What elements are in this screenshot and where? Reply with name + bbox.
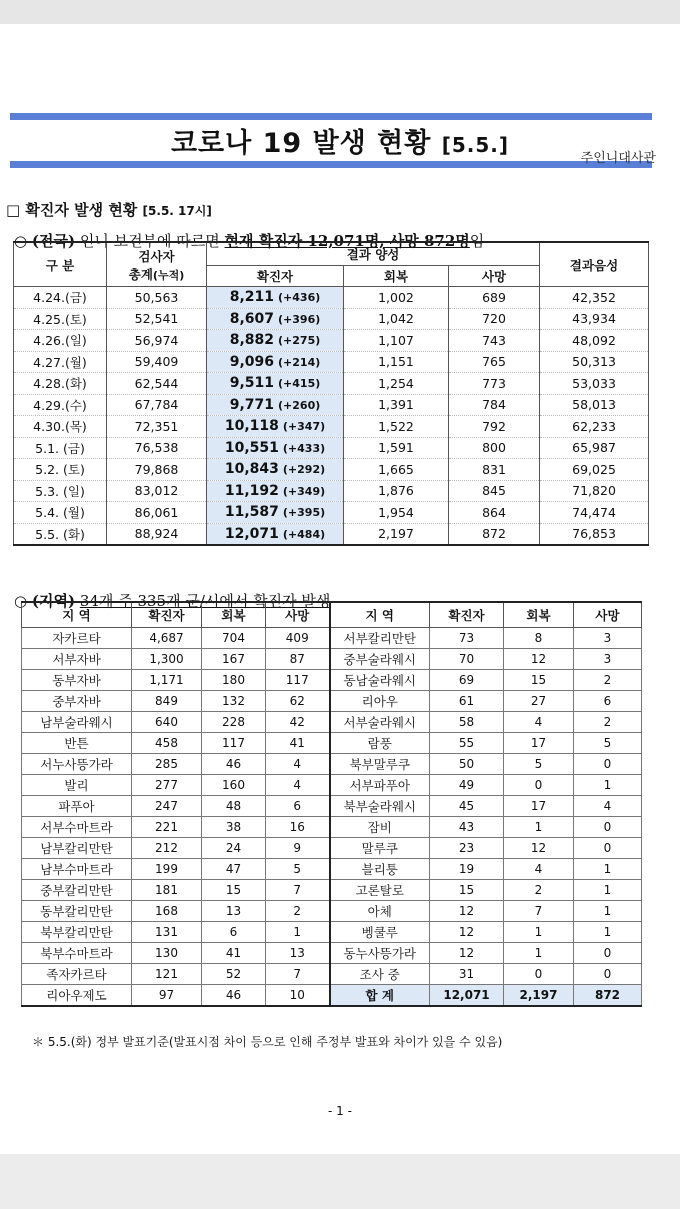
region-deaths: 409 [266, 628, 330, 649]
header-positive-group: 결과 양성 [207, 242, 540, 266]
region-name: 조사 중 [330, 964, 430, 985]
region-confirmed: 49 [430, 775, 504, 796]
region-name: 동부칼리만탄 [22, 901, 132, 922]
region-name: 북부수마트라 [22, 943, 132, 964]
table-row: 4.28.(화) 62,544 9,511 (+415) 1,254 773 53,033 [14, 373, 649, 395]
page-title: 코로나 19 발생 현황 [5.5.] [170, 128, 510, 159]
region-recovered: 52 [202, 964, 266, 985]
region-deaths: 4 [266, 754, 330, 775]
region-recovered: 117 [202, 733, 266, 754]
region-deaths: 0 [574, 964, 642, 985]
region-confirmed: 19 [430, 859, 504, 880]
region-confirmed: 130 [132, 943, 202, 964]
region-recovered: 7 [504, 901, 574, 922]
region-recovered: 38 [202, 817, 266, 838]
region-confirmed: 12,071 [430, 985, 504, 1007]
region-confirmed: 15 [430, 880, 504, 901]
region-name: 북부술라웨시 [330, 796, 430, 817]
table-row: 5.5. (화) 88,924 12,071 (+484) 2,197 872 76,853 [14, 523, 649, 545]
region-name: 서부파푸아 [330, 775, 430, 796]
region-recovered: 2 [504, 880, 574, 901]
region-confirmed: 168 [132, 901, 202, 922]
region-confirmed: 221 [132, 817, 202, 838]
region-recovered: 5 [504, 754, 574, 775]
regional-table [21, 601, 642, 1007]
region-deaths: 5 [266, 859, 330, 880]
region-recovered: 704 [202, 628, 266, 649]
region-name: 발리 [22, 775, 132, 796]
region-name: 동부자바 [22, 670, 132, 691]
region-confirmed: 50 [430, 754, 504, 775]
table-row: 5.2. (토) 79,868 10,843 (+292) 1,665 831 69,025 [14, 459, 649, 481]
table-row: 4.24.(금) 50,563 8,211 (+436) 1,002 689 42,352 [14, 287, 649, 309]
region-name: 람풍 [330, 733, 430, 754]
table-row [22, 691, 642, 712]
region-recovered: 4 [504, 712, 574, 733]
table-row [22, 943, 642, 964]
region-confirmed: 849 [132, 691, 202, 712]
region-confirmed: 58 [430, 712, 504, 733]
region-confirmed: 277 [132, 775, 202, 796]
region-deaths: 1 [574, 775, 642, 796]
region-name: 서부자바 [22, 649, 132, 670]
author-label: 주인니대사관 [580, 151, 656, 166]
title-rule-bottom [10, 161, 652, 168]
table-row [22, 901, 642, 922]
region-name: 서부술라웨시 [330, 712, 430, 733]
header-region-right: 지 역 [330, 602, 430, 628]
region-name: 남부술라웨시 [22, 712, 132, 733]
region-recovered: 167 [202, 649, 266, 670]
header-deaths-left: 사망 [266, 602, 330, 628]
region-confirmed: 181 [132, 880, 202, 901]
region-deaths: 87 [266, 649, 330, 670]
region-confirmed: 247 [132, 796, 202, 817]
region-name: 동남술라웨시 [330, 670, 430, 691]
region-name: 북부칼리만탄 [22, 922, 132, 943]
region-deaths: 1 [574, 880, 642, 901]
table-row [22, 964, 642, 985]
region-deaths: 6 [574, 691, 642, 712]
table-row [22, 733, 642, 754]
region-deaths: 0 [574, 838, 642, 859]
region-recovered: 47 [202, 859, 266, 880]
region-name: 블리퉁 [330, 859, 430, 880]
region-confirmed: 45 [430, 796, 504, 817]
region-deaths: 0 [574, 943, 642, 964]
footnote: ＊ 5.5.(화) 정부 발표기준(발표시점 차이 등으로 인해 주정부 발표와 차이가 있을 수 있음) [32, 1035, 503, 1049]
header-confirmed-right: 확진자 [430, 602, 504, 628]
region-recovered: 2,197 [504, 985, 574, 1007]
region-name: 중부술라웨시 [330, 649, 430, 670]
region-name: 서누사뜽가라 [22, 754, 132, 775]
region-deaths: 3 [574, 628, 642, 649]
table-row: 4.26.(일) 56,974 8,882 (+275) 1,107 743 48,092 [14, 330, 649, 352]
region-confirmed: 640 [132, 712, 202, 733]
region-name: 중부자바 [22, 691, 132, 712]
header-region-left: 지 역 [22, 602, 132, 628]
table-row: 5.1. (금) 76,538 10,551 (+433) 1,591 800 65,987 [14, 437, 649, 459]
region-deaths: 41 [266, 733, 330, 754]
regional-summary: ○ (지역) 34개 주 335개 군/시에서 확진자 발생 [14, 592, 331, 610]
title-rule-top [10, 113, 652, 120]
region-recovered: 8 [504, 628, 574, 649]
table-row [22, 859, 642, 880]
region-recovered: 1 [504, 943, 574, 964]
table-row [22, 775, 642, 796]
region-confirmed: 285 [132, 754, 202, 775]
region-deaths: 872 [574, 985, 642, 1007]
table-row [22, 628, 642, 649]
region-confirmed: 1,171 [132, 670, 202, 691]
region-recovered: 132 [202, 691, 266, 712]
region-deaths: 62 [266, 691, 330, 712]
table-row [22, 985, 642, 1007]
header-confirmed-left: 확진자 [132, 602, 202, 628]
region-confirmed: 31 [430, 964, 504, 985]
table-row [22, 817, 642, 838]
region-recovered: 17 [504, 733, 574, 754]
region-recovered: 0 [504, 964, 574, 985]
region-name: 합 계 [330, 985, 430, 1007]
region-confirmed: 55 [430, 733, 504, 754]
region-deaths: 7 [266, 880, 330, 901]
region-name: 북부말루쿠 [330, 754, 430, 775]
region-deaths: 13 [266, 943, 330, 964]
region-deaths: 5 [574, 733, 642, 754]
header-confirmed: 확진자 [207, 266, 344, 287]
region-confirmed: 12 [430, 943, 504, 964]
region-name: 말루쿠 [330, 838, 430, 859]
region-name: 중부칼리만탄 [22, 880, 132, 901]
table-row: 4.29.(수) 67,784 9,771 (+260) 1,391 784 58,013 [14, 394, 649, 416]
table-row: 4.25.(토) 52,541 8,607 (+396) 1,042 720 43,934 [14, 308, 649, 330]
table-row [22, 712, 642, 733]
region-recovered: 160 [202, 775, 266, 796]
region-deaths: 2 [266, 901, 330, 922]
region-deaths: 1 [574, 859, 642, 880]
region-deaths: 0 [574, 754, 642, 775]
region-name: 자카르타 [22, 628, 132, 649]
table-row [22, 922, 642, 943]
region-deaths: 9 [266, 838, 330, 859]
region-name: 반튼 [22, 733, 132, 754]
region-name: 벵쿨루 [330, 922, 430, 943]
region-confirmed: 121 [132, 964, 202, 985]
region-deaths: 10 [266, 985, 330, 1007]
region-confirmed: 12 [430, 922, 504, 943]
header-recovered-right: 회복 [504, 602, 574, 628]
table-row: 4.27.(월) 59,409 9,096 (+214) 1,151 765 50,313 [14, 351, 649, 373]
region-name: 서부수마트라 [22, 817, 132, 838]
region-recovered: 15 [504, 670, 574, 691]
region-name: 잠비 [330, 817, 430, 838]
header-tested: 검사자 총계(누적) [107, 242, 207, 287]
page-number: - 1 - [328, 1104, 352, 1118]
header-deaths: 사망 [449, 266, 540, 287]
region-name: 아체 [330, 901, 430, 922]
national-summary: ○ (전국) 인니 보건부에 따르면 현재 확진자 12,071명, 사망 872명임 [14, 232, 485, 250]
region-recovered: 13 [202, 901, 266, 922]
header-category: 구 분 [14, 242, 107, 287]
region-deaths: 1 [574, 901, 642, 922]
region-confirmed: 73 [430, 628, 504, 649]
table-row [22, 670, 642, 691]
table-row [22, 880, 642, 901]
table-row: 5.3. (일) 83,012 11,192 (+349) 1,876 845 71,820 [14, 480, 649, 502]
region-deaths: 4 [574, 796, 642, 817]
region-name: 리아우 [330, 691, 430, 712]
region-deaths: 16 [266, 817, 330, 838]
header-deaths-right: 사망 [574, 602, 642, 628]
region-name: 족자카르타 [22, 964, 132, 985]
header-negative: 결과음성 [540, 242, 649, 287]
region-confirmed: 97 [132, 985, 202, 1007]
region-name: 서부칼리만탄 [330, 628, 430, 649]
region-deaths: 4 [266, 775, 330, 796]
table-row [22, 838, 642, 859]
region-deaths: 6 [266, 796, 330, 817]
region-deaths: 7 [266, 964, 330, 985]
table-row: 4.30.(목) 72,351 10,118 (+347) 1,522 792 62,233 [14, 416, 649, 438]
region-recovered: 6 [202, 922, 266, 943]
region-deaths: 3 [574, 649, 642, 670]
header-recovered-left: 회복 [202, 602, 266, 628]
region-confirmed: 1,300 [132, 649, 202, 670]
table-row [22, 649, 642, 670]
region-deaths: 42 [266, 712, 330, 733]
region-deaths: 1 [574, 922, 642, 943]
region-recovered: 41 [202, 943, 266, 964]
region-confirmed: 70 [430, 649, 504, 670]
region-confirmed: 199 [132, 859, 202, 880]
region-recovered: 1 [504, 922, 574, 943]
region-deaths: 0 [574, 817, 642, 838]
region-confirmed: 12 [430, 901, 504, 922]
region-recovered: 17 [504, 796, 574, 817]
region-recovered: 12 [504, 649, 574, 670]
region-recovered: 48 [202, 796, 266, 817]
region-confirmed: 43 [430, 817, 504, 838]
top-strip [0, 0, 680, 24]
region-confirmed: 4,687 [132, 628, 202, 649]
national-table [13, 241, 649, 546]
region-recovered: 46 [202, 985, 266, 1007]
region-recovered: 228 [202, 712, 266, 733]
region-confirmed: 212 [132, 838, 202, 859]
region-name: 파푸아 [22, 796, 132, 817]
region-recovered: 12 [504, 838, 574, 859]
region-name: 동누사뜽가라 [330, 943, 430, 964]
region-name: 리아우제도 [22, 985, 132, 1007]
header-recovered: 회복 [344, 266, 449, 287]
region-name: 남부칼리만탄 [22, 838, 132, 859]
region-recovered: 0 [504, 775, 574, 796]
region-confirmed: 61 [430, 691, 504, 712]
region-recovered: 180 [202, 670, 266, 691]
region-confirmed: 458 [132, 733, 202, 754]
region-deaths: 1 [266, 922, 330, 943]
region-confirmed: 69 [430, 670, 504, 691]
region-recovered: 27 [504, 691, 574, 712]
table-row: 5.4. (월) 86,061 11,587 (+395) 1,954 864 74,474 [14, 502, 649, 524]
region-recovered: 15 [202, 880, 266, 901]
region-confirmed: 131 [132, 922, 202, 943]
region-recovered: 1 [504, 817, 574, 838]
region-deaths: 117 [266, 670, 330, 691]
region-name: 고론탈로 [330, 880, 430, 901]
region-deaths: 2 [574, 712, 642, 733]
region-recovered: 4 [504, 859, 574, 880]
table-row [22, 754, 642, 775]
region-recovered: 46 [202, 754, 266, 775]
region-deaths: 2 [574, 670, 642, 691]
region-recovered: 24 [202, 838, 266, 859]
section-heading-confirmed: □ 확진자 발생 현황 [5.5. 17시] [6, 201, 212, 219]
region-name: 남부수마트라 [22, 859, 132, 880]
region-confirmed: 23 [430, 838, 504, 859]
table-row [22, 796, 642, 817]
